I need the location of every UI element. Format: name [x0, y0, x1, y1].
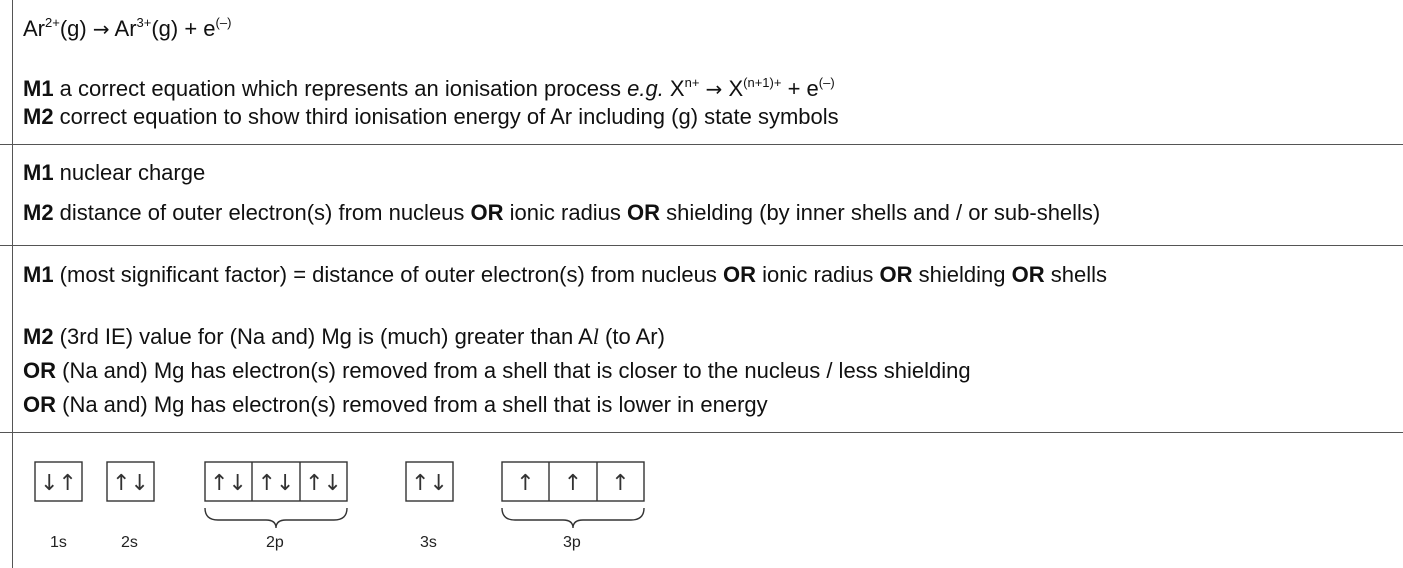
electron-charge: (–) — [215, 15, 232, 30]
electron-arrows: ↑ — [516, 471, 535, 496]
electron-arrows: ↑↓ — [411, 471, 448, 496]
generic-charge-2: (n+1)+ — [743, 75, 782, 90]
criterion-text: (3rd IE) value for (Na and) Mg is (much) greater than A — [53, 324, 593, 349]
electron-arrows: ↑↓ — [112, 471, 149, 496]
aluminium-l: l — [592, 324, 599, 349]
electron-term: + e — [781, 76, 819, 101]
criterion-text: shells — [1044, 262, 1107, 287]
electron-arrows: ↑↓ — [257, 471, 295, 496]
criterion-text: ionic radius — [503, 200, 628, 225]
orbital-label-1s: 1s — [50, 534, 67, 551]
example-label: e.g. — [627, 76, 664, 101]
electron-arrows: ↑↓ — [305, 471, 342, 496]
electron-arrows: ↑ — [563, 471, 583, 496]
brace-3p — [502, 508, 644, 528]
or-keyword: OR — [627, 200, 661, 225]
mark-label: M2 — [23, 200, 54, 225]
or-keyword: OR — [23, 392, 56, 417]
criterion-text: shielding — [912, 262, 1012, 287]
state-2: (g) — [151, 16, 179, 41]
reaction-arrow: → — [92, 17, 110, 41]
criterion-text: a correct equation which represents an ionisation process — [53, 76, 628, 101]
state-1: (g) — [59, 16, 87, 41]
criterion-text: correct equation to show third ionisation energy of Ar including (g) state symbols — [53, 104, 839, 129]
electron-arrows: ↑ — [611, 471, 630, 496]
generic-charge-1: n+ — [684, 75, 700, 90]
criterion-text: (most significant factor) = distance of outer electron(s) from nucleus — [53, 262, 724, 287]
criterion-text: (Na and) Mg has electron(s) removed from a shell that is lower in energy — [56, 392, 768, 417]
criterion-text: ionic radius — [756, 262, 880, 287]
criterion-text: distance of outer electron(s) from nucleus — [53, 200, 471, 225]
or-keyword: OR — [879, 262, 913, 287]
species-2: Ar — [114, 16, 137, 41]
orbital-label-3s: 3s — [420, 534, 437, 551]
or-keyword: OR — [470, 200, 504, 225]
generic-species-2: X — [728, 76, 744, 101]
charge-2: 3+ — [136, 15, 152, 30]
electron-charge: (–) — [818, 75, 835, 90]
species-1: Ar — [23, 16, 45, 41]
or-keyword: OR — [23, 358, 56, 383]
reaction-arrow: → — [705, 77, 723, 101]
criterion-text: (Na and) Mg has electron(s) removed from a shell that is closer to the nucleus / less shielding — [56, 358, 971, 383]
orbital-label-2p: 2p — [266, 534, 284, 551]
or-keyword: OR — [723, 262, 757, 287]
mark-label: M2 — [23, 104, 54, 129]
orbital-label-2s: 2s — [121, 534, 138, 551]
electron-term: + e — [178, 16, 216, 41]
orbital-label-3p: 3p — [563, 534, 581, 551]
criterion-text: nuclear charge — [53, 160, 206, 185]
criterion-text: (to Ar) — [598, 324, 665, 349]
brace-2p — [205, 508, 347, 528]
or-keyword: OR — [1011, 262, 1045, 287]
mark-label: M2 — [23, 324, 54, 349]
mark-label: M1 — [23, 262, 54, 287]
criterion-text: shielding (by inner shells and / or sub-shells) — [660, 200, 1101, 225]
mark-label: M1 — [23, 76, 54, 101]
charge-1: 2+ — [45, 15, 60, 30]
electron-arrows: ↑↓ — [210, 471, 247, 496]
generic-species-1: X — [663, 76, 685, 101]
mark-label: M1 — [23, 160, 54, 185]
electron-arrows: ↓↑ — [40, 471, 77, 496]
